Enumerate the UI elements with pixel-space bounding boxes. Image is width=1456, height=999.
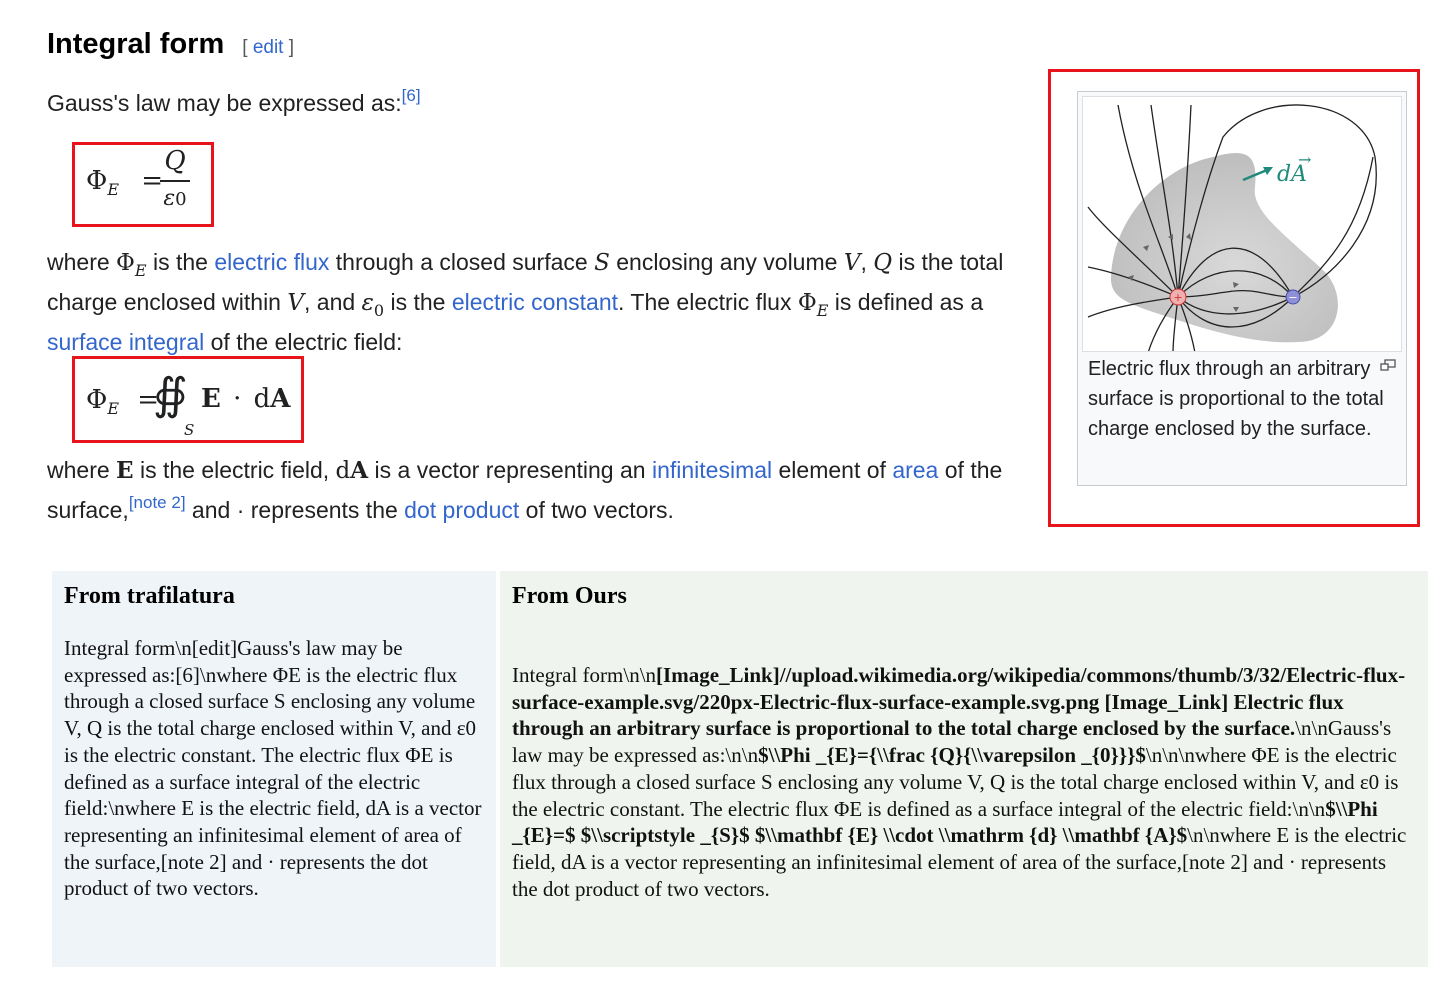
equals-sign: = bbox=[141, 166, 164, 196]
text-segment: where bbox=[47, 249, 117, 275]
panel-title: From trafilatura bbox=[64, 583, 235, 609]
text-segment: , and bbox=[304, 289, 362, 315]
electric-flux-link[interactable]: electric flux bbox=[214, 249, 330, 275]
phi-subscript: E bbox=[134, 261, 147, 280]
trafilatura-output: Integral form\n[edit]Gauss's law may be expressed as:[6]\nwhere ΦE is the electric flux through a closed surface S enclosing any volume V, Q is the total charge enclosed within V, and ε0 is the electric constant. The electric flux ΦE is defined as a surface integral of the electric field:\nwhere E is the electric field, dA is a vector representing an infinitesimal element of area of the surface,[note 2] and · represents the dot product of two vectors. bbox=[64, 636, 482, 901]
magnify-icon[interactable] bbox=[1380, 358, 1396, 375]
ours-image-link-text: [Image_Link]//upload.wikimedia.org/wikipedia/commons/thumb/3/32/Electric-flux-surface-example.svg/220px-Electric-flux-surface-example.svg.png [Image_Link] Electric flux through an arbitrary surface is proportional to the total charge enclosed by the surface. bbox=[512, 663, 1406, 741]
figure-caption: Electric flux through an arbitrary surface is proportional to the total charge enclosed by the surface. bbox=[1088, 358, 1384, 440]
ours-equation-1: $\\Phi _{E}={\\frac {Q}{\\varepsilon _{0}}}$ bbox=[758, 743, 1146, 768]
flux-definition-paragraph bbox=[47, 243, 1017, 362]
ours-panel bbox=[500, 571, 1428, 967]
field-vector-E: E bbox=[116, 457, 134, 484]
math-variable: V bbox=[843, 250, 861, 276]
fraction-numerator: Q bbox=[164, 146, 186, 176]
differential-d: d bbox=[335, 458, 351, 484]
section-title: Integral form bbox=[47, 28, 225, 60]
text-segment: is the total charge enclosed within bbox=[47, 249, 1004, 315]
infinitesimal-link[interactable]: infinitesimal bbox=[651, 457, 773, 483]
phi-symbol: Φ bbox=[86, 385, 108, 415]
section-heading bbox=[47, 28, 294, 61]
electric-constant-link[interactable]: electric constant bbox=[451, 289, 619, 315]
phi-subscript: E bbox=[816, 301, 829, 320]
ours-text-4: \n\nwhere E is the electric field, dA is a vector representing an infinitesimal element of area of the surface,[note 2] and · represents the dot product of two vectors. bbox=[512, 823, 1407, 901]
area-vector-A: A bbox=[270, 384, 291, 414]
equation-1-lhs bbox=[86, 166, 164, 199]
electric-flux-diagram bbox=[1083, 97, 1402, 352]
reference-link-note-2[interactable]: [note 2] bbox=[128, 493, 186, 512]
ours-equation-2: $\\Phi _{E}=$ $\\scriptstyle _{S}$ $\\mathbf {E} \\cdot \\mathrm {d} \\mathbf {A}$ bbox=[512, 796, 1378, 848]
surface-integral-link[interactable]: surface integral bbox=[47, 329, 205, 355]
ours-text-3: \n\n\nwhere ΦE is the electric flux through a closed surface S enclosing any volume V, Q is the total charge enclosed within V, and ε0 is the electric constant. The electric flux ΦE is defined as a surface integral of the electric field:\n\n bbox=[512, 743, 1399, 821]
math-variable: Q bbox=[873, 250, 893, 276]
fraction-denominator bbox=[163, 186, 186, 213]
svg-text:+: + bbox=[1173, 291, 1183, 304]
intro-paragraph bbox=[47, 84, 421, 123]
ours-text-2: \n\nGauss's law may be expressed as:\n\n bbox=[512, 716, 1392, 768]
dA-label: dA bbox=[1277, 162, 1307, 187]
equals-sign: = bbox=[137, 385, 160, 415]
text-segment: is a vector representing an bbox=[368, 457, 652, 483]
text-segment: of the electric field: bbox=[204, 329, 403, 355]
text-segment: through a closed surface bbox=[329, 249, 595, 275]
ours-text-1: Integral form\n\n bbox=[512, 663, 657, 687]
phi-symbol: Φ bbox=[116, 250, 135, 276]
dot-product-link[interactable]: dot product bbox=[404, 497, 520, 523]
phi-subscript: E bbox=[107, 399, 120, 418]
epsilon-symbol: ε bbox=[163, 186, 176, 211]
ours-output bbox=[512, 662, 1416, 902]
intro-text: Gauss's law may be expressed as: bbox=[47, 90, 402, 116]
text-segment: is the bbox=[146, 249, 215, 275]
phi-symbol: Φ bbox=[797, 290, 817, 316]
math-variable: V bbox=[287, 290, 304, 316]
dot-operator: · bbox=[233, 384, 242, 414]
text-segment: , bbox=[860, 249, 874, 275]
reference-link-6[interactable]: [6] bbox=[401, 86, 421, 105]
epsilon-subscript: 0 bbox=[373, 301, 385, 320]
panel-title: From Ours bbox=[512, 583, 627, 609]
edit-link[interactable]: edit bbox=[252, 37, 284, 58]
area-link[interactable]: area bbox=[892, 457, 939, 483]
field-definition-paragraph bbox=[47, 451, 1027, 530]
math-variable: S bbox=[594, 250, 610, 276]
text-segment: is the bbox=[384, 289, 452, 315]
edit-bracket-open: [ bbox=[242, 37, 253, 58]
svg-text:−: − bbox=[1288, 291, 1298, 304]
text-segment: where bbox=[47, 457, 117, 483]
text-segment: is the electric field, bbox=[133, 457, 336, 483]
trafilatura-panel bbox=[52, 571, 496, 967]
equation-2-rhs bbox=[201, 384, 290, 414]
epsilon-subscript: 0 bbox=[175, 189, 187, 210]
text-segment: is defined as a bbox=[828, 289, 984, 315]
edit-bracket-close: ] bbox=[283, 37, 295, 58]
fraction-bar bbox=[160, 180, 190, 182]
phi-subscript: E bbox=[107, 180, 120, 199]
text-segment: of two vectors. bbox=[519, 497, 674, 523]
integral-subscript: S bbox=[184, 421, 195, 439]
phi-symbol: Φ bbox=[86, 166, 108, 196]
closed-surface-integral-sign: ∯ bbox=[153, 369, 188, 420]
epsilon-symbol: ε bbox=[361, 290, 374, 316]
equation-2 bbox=[86, 385, 160, 418]
figure-thumbnail bbox=[1077, 91, 1407, 486]
edit-section bbox=[242, 37, 294, 59]
text-segment: element of bbox=[772, 457, 893, 483]
differential-d: d bbox=[253, 384, 271, 414]
field-vector-E: E bbox=[201, 384, 221, 414]
svg-text:→: → bbox=[1298, 150, 1312, 169]
text-segment: enclosing any volume bbox=[609, 249, 844, 275]
area-vector-A: A bbox=[350, 457, 369, 484]
text-segment: of the surface, bbox=[47, 457, 1003, 523]
electric-flux-figure[interactable] bbox=[1082, 96, 1402, 352]
equation-1-fraction bbox=[160, 146, 190, 213]
text-segment: and · represents the bbox=[185, 497, 405, 523]
text-segment: . The electric flux bbox=[618, 289, 798, 315]
